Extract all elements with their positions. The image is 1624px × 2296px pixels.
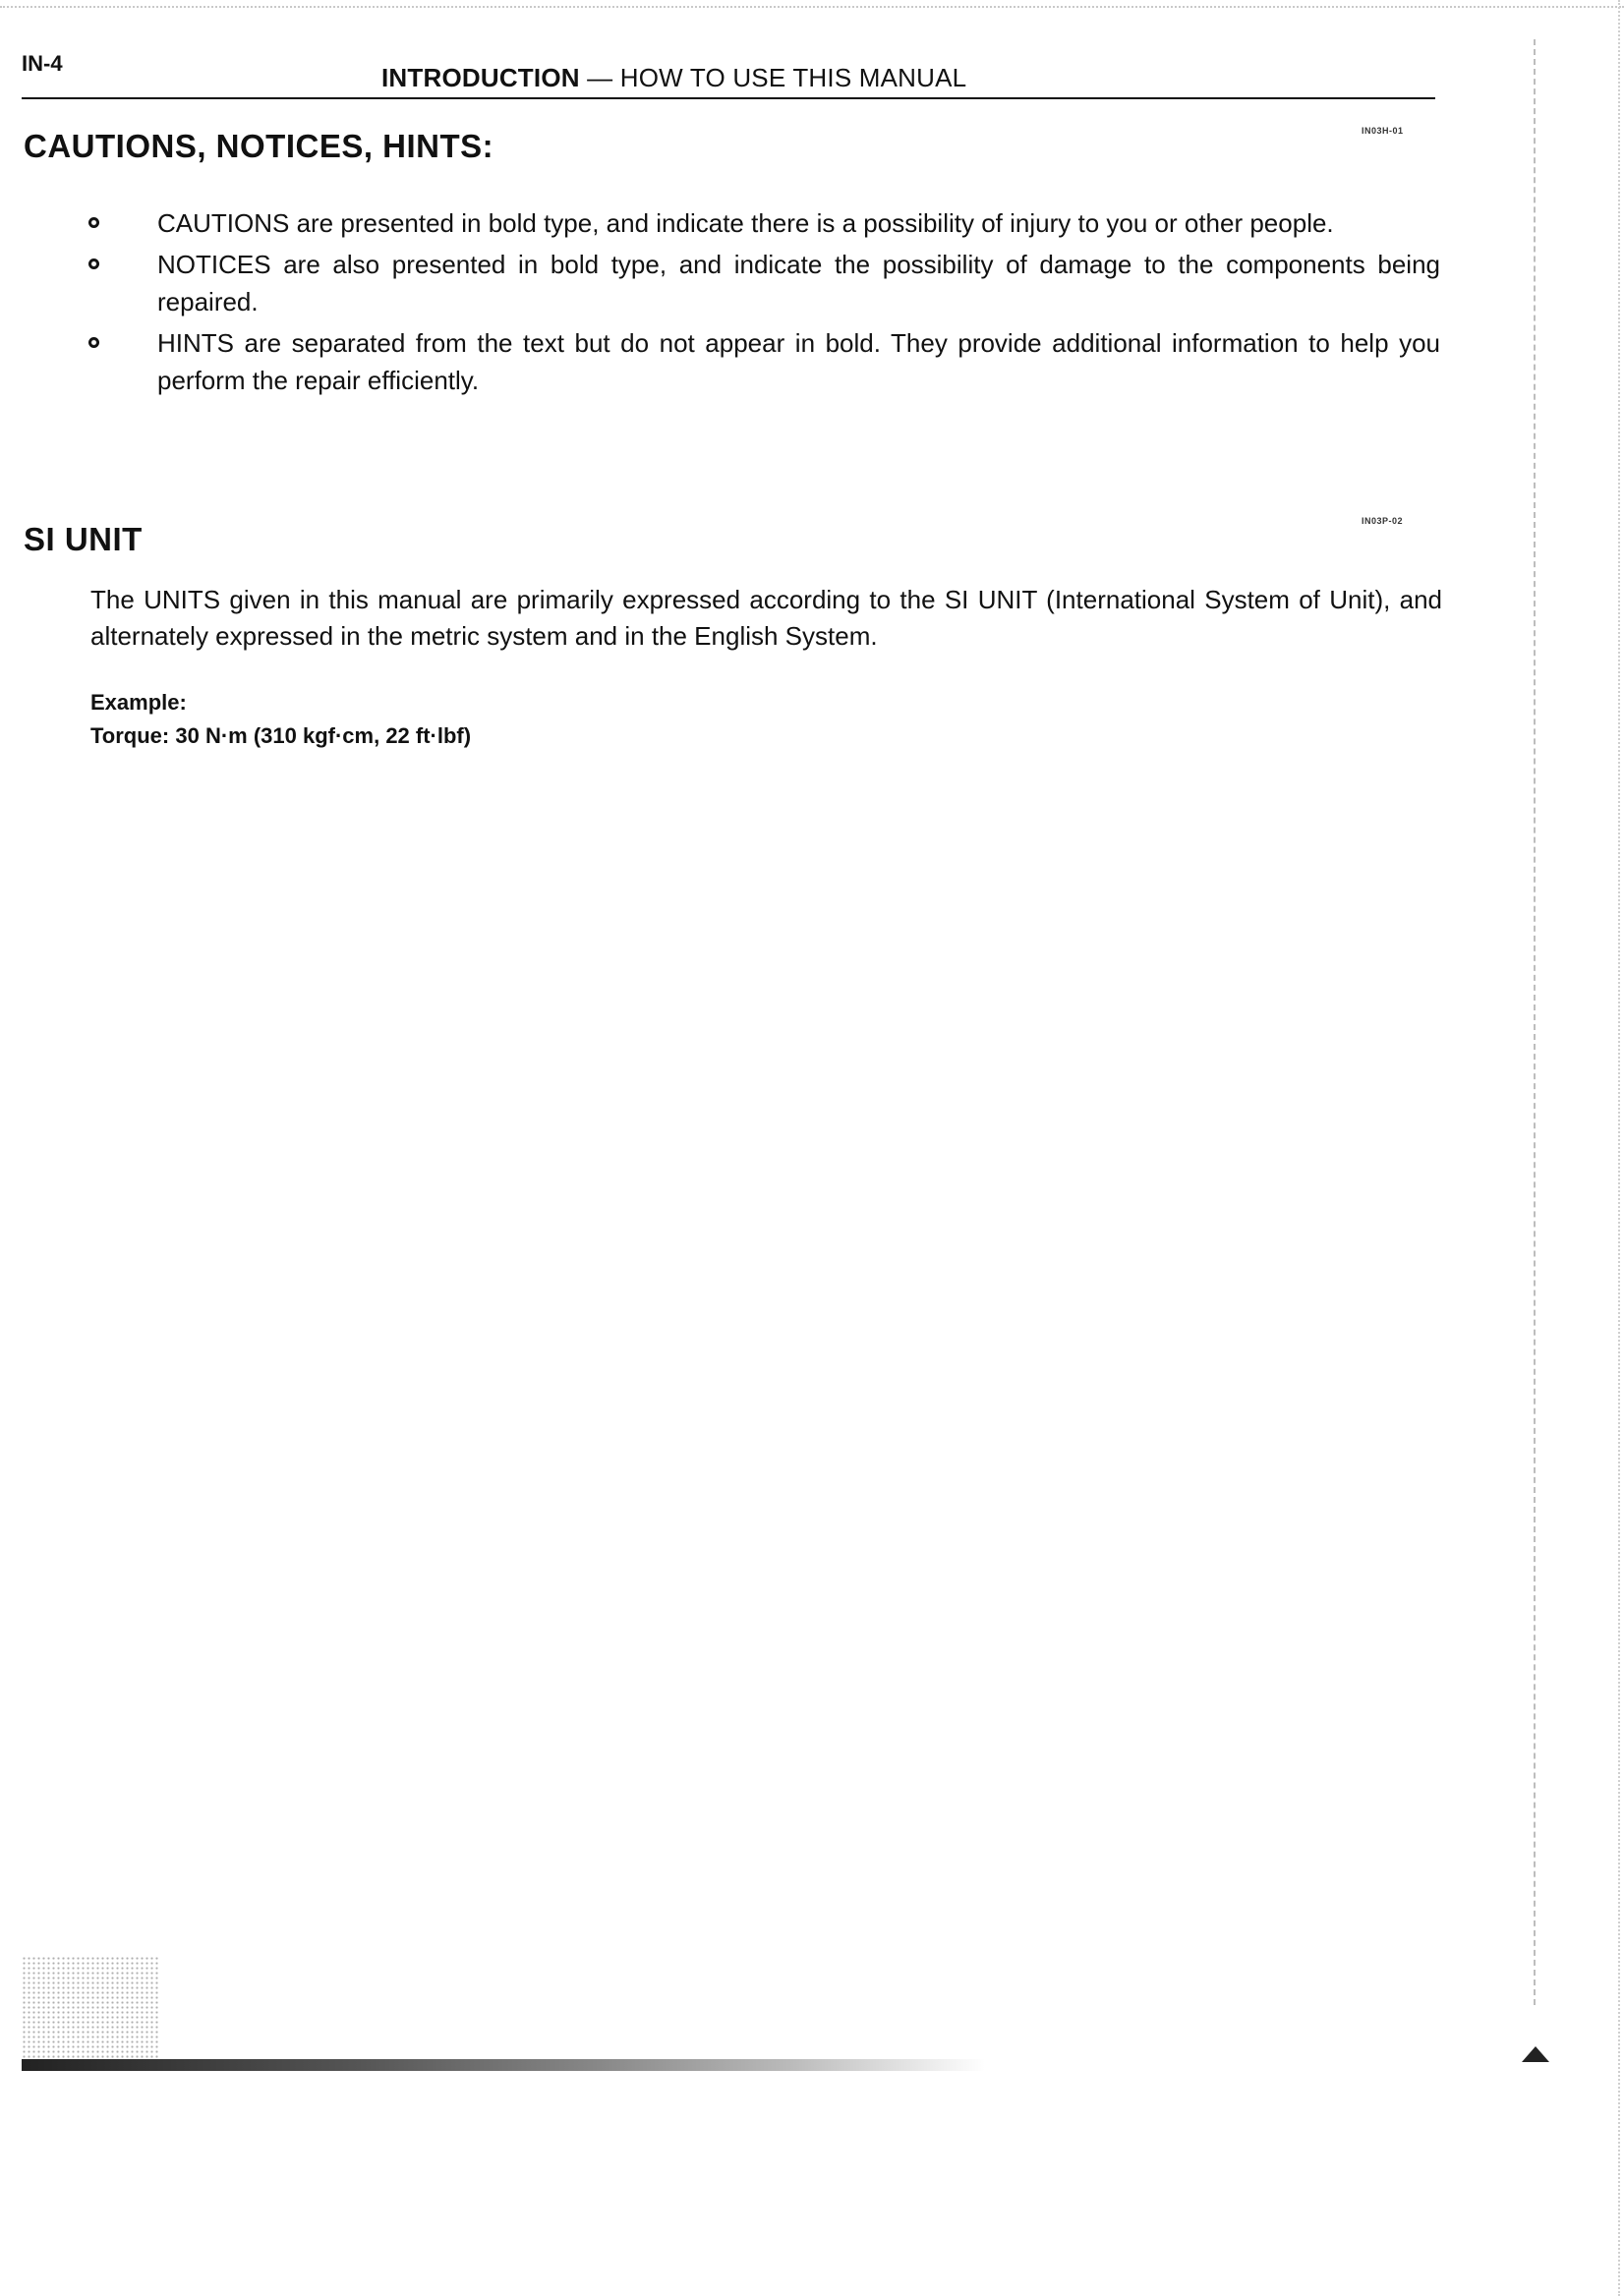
page-number: IN-4 [22, 51, 63, 76]
right-margin-rule [1534, 39, 1536, 2005]
list-item-text: CAUTIONS are presented in bold type, and indicate there is a possibility of injury to you or other people. [157, 208, 1334, 238]
cautions-heading: CAUTIONS, NOTICES, HINTS: [24, 128, 494, 164]
top-dotted-border [0, 6, 1624, 8]
torque-example: Torque: 30 N·m (310 kgf·cm, 22 ft·lbf) [90, 723, 472, 748]
cautions-section-code: IN03H-01 [1362, 126, 1404, 136]
list-item [88, 324, 1440, 399]
corner-marker [1522, 2046, 1549, 2062]
header-title-rest: — HOW TO USE THIS MANUAL [579, 63, 967, 92]
bullet-icon [88, 337, 99, 348]
example-label: Example: [90, 690, 187, 715]
header-divider [22, 97, 1435, 99]
page-header-title [381, 63, 966, 93]
scan-stipple-artifact [22, 1956, 159, 2059]
list-item-text: HINTS are separated from the text but do not appear in bold. They provide additional information to help you perform the repair efficiently. [157, 328, 1440, 395]
si-unit-body: The UNITS given in this manual are primarily expressed according to the SI UNIT (International System of Unit), and alternately expressed in the metric system and in the English System. [90, 585, 1442, 651]
footer-bar [22, 2059, 985, 2071]
header-title-bold: INTRODUCTION [381, 63, 580, 92]
bullet-icon [88, 258, 99, 269]
list-item [88, 204, 1440, 242]
si-section-code: IN03P-02 [1362, 516, 1404, 526]
si-unit-heading: SI UNIT [24, 521, 143, 557]
right-dotted-border [1618, 0, 1620, 2296]
list-item-text: NOTICES are also presented in bold type, and indicate the possibility of damage to the components being repaired. [157, 250, 1440, 316]
bullet-icon [88, 217, 99, 228]
list-item [88, 246, 1440, 320]
cautions-list [88, 204, 1440, 403]
